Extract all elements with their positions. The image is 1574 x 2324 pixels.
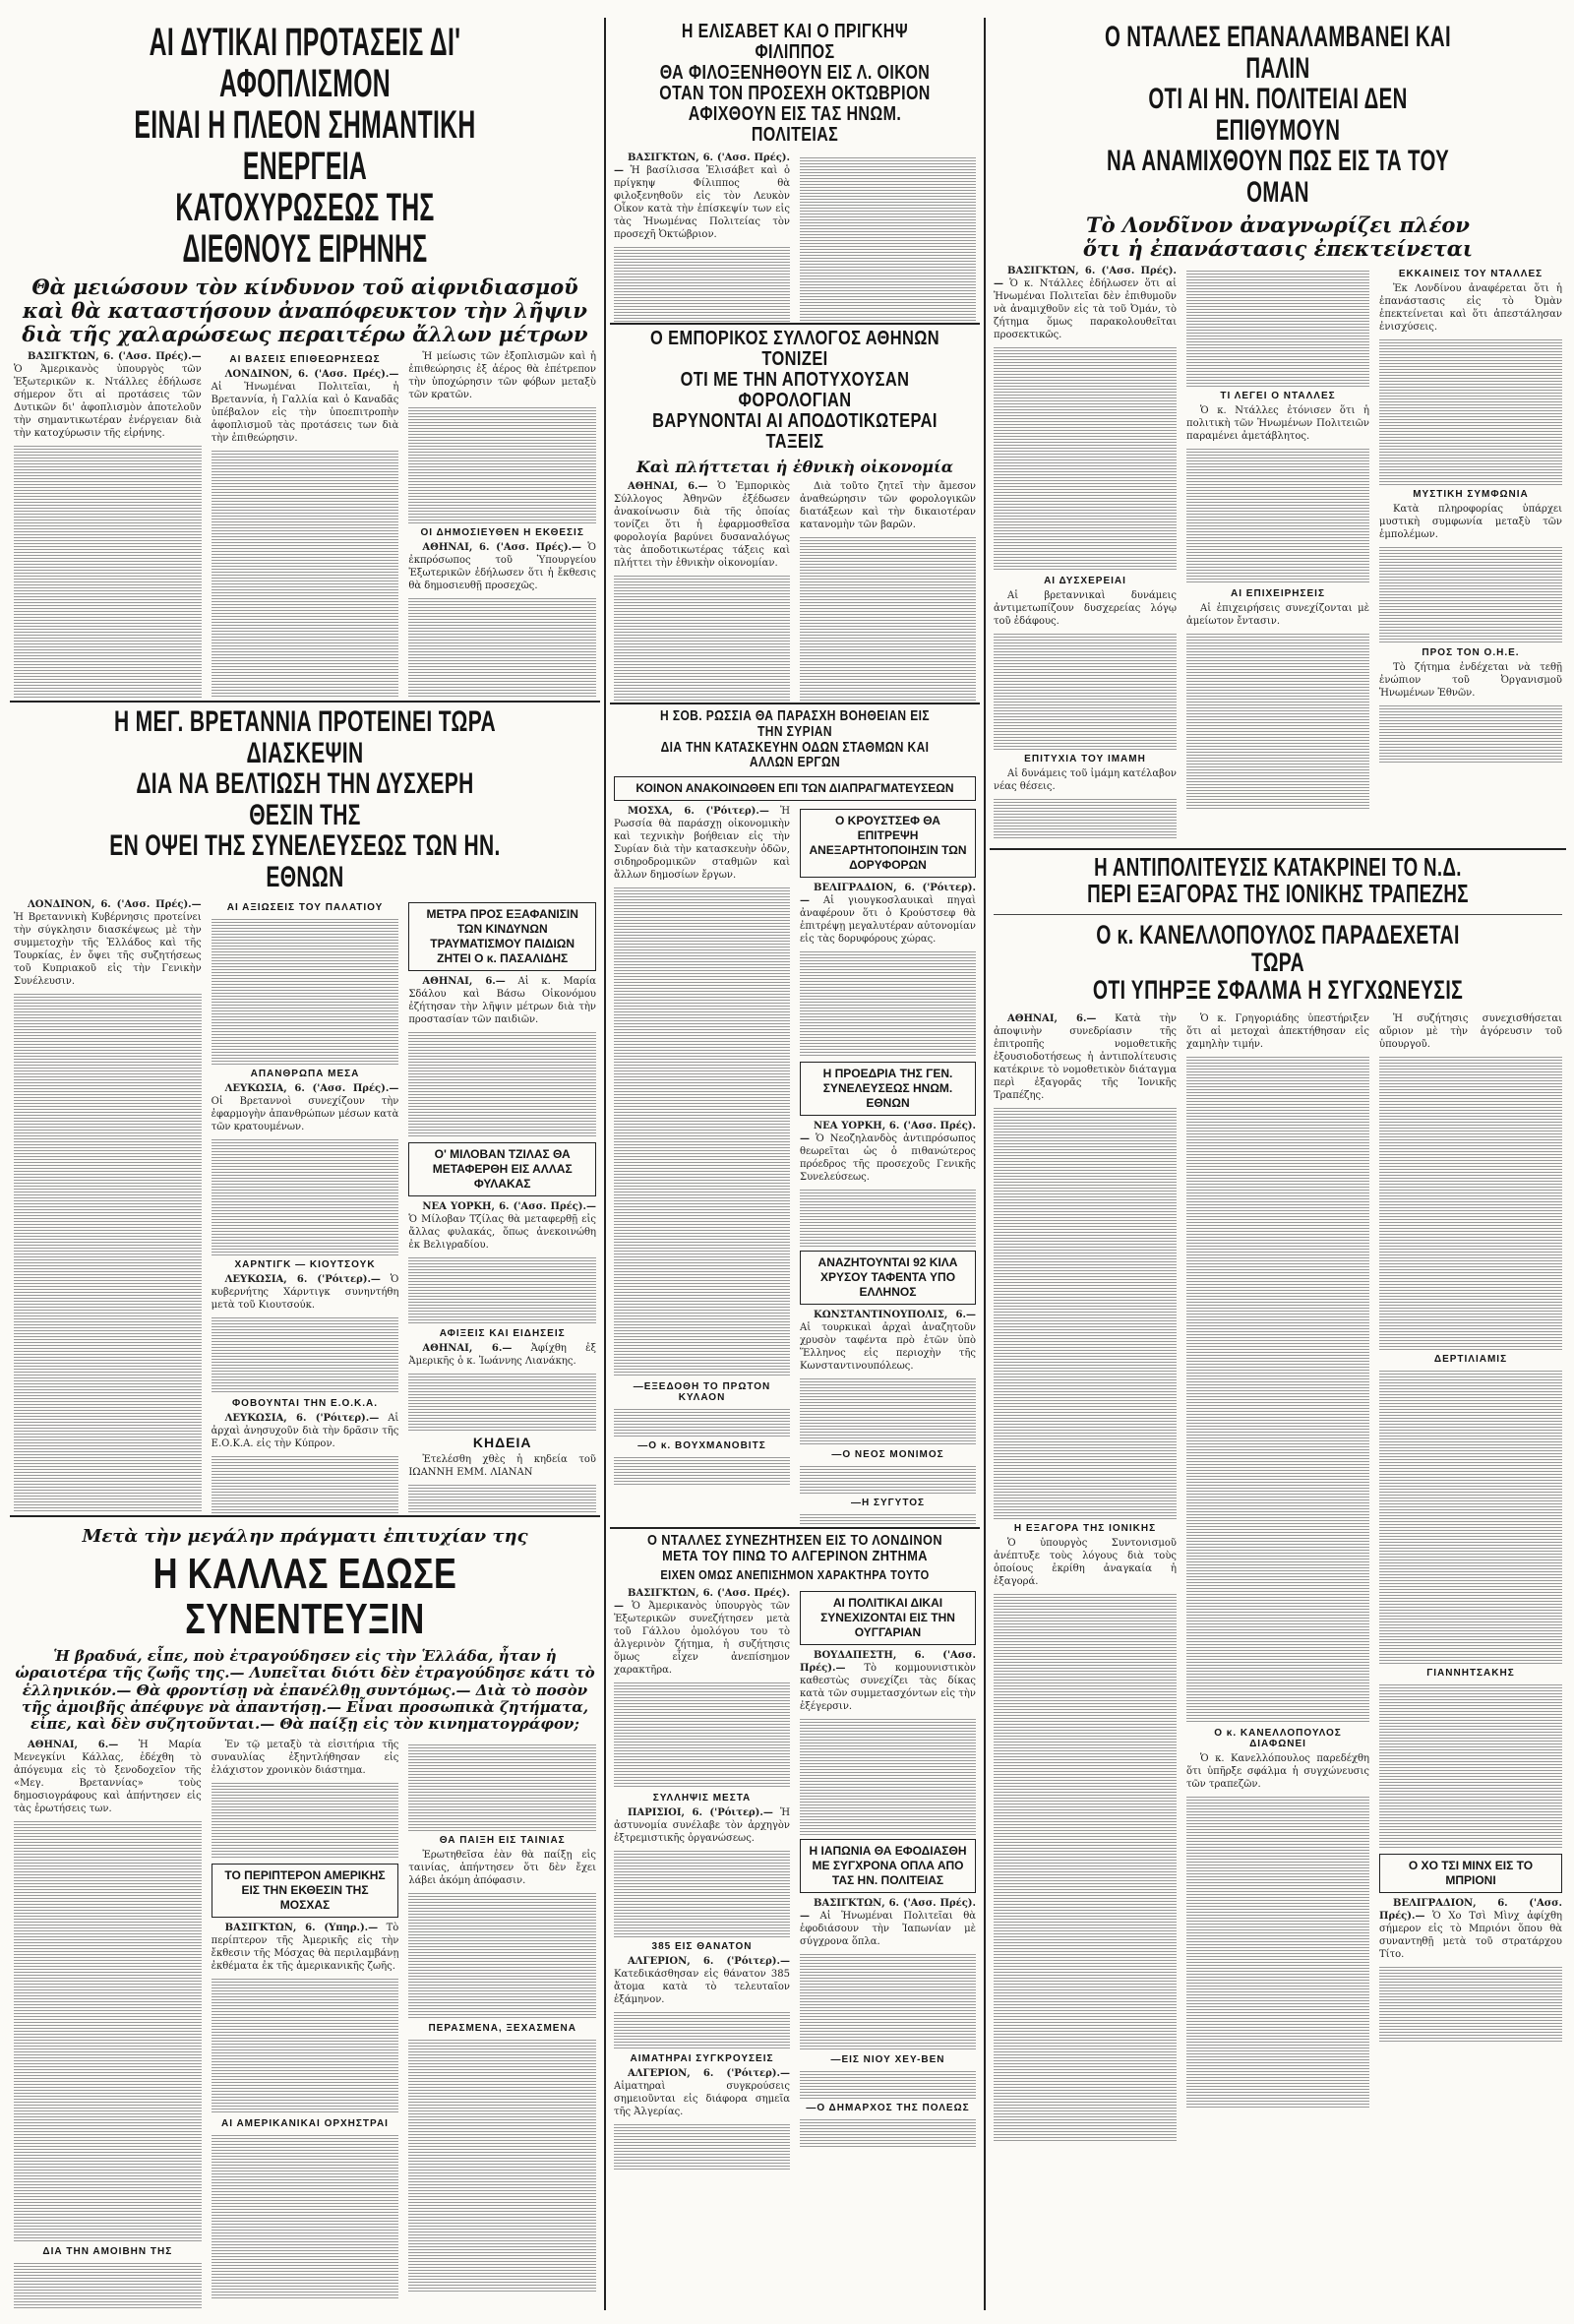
body-text-lines	[1379, 1682, 1562, 1850]
headline-line: ΕΝ ΟΨΕΙ ΤΗΣ ΣΥΝΕΛΕΥΣΕΩΣ ΤΩΝ ΗΝ. ΕΘΝΩΝ	[109, 829, 501, 893]
boxed-headline	[800, 1251, 976, 1305]
article-text: Αἱ δυνάμεις τοῦ ἰμάμη κατέλαβον νέας θέσεις.	[994, 768, 1177, 793]
article-text: Αἱματηραὶ συγκρούσεις σημειοῦνται εἰς διάφορα σημεῖα τῆς Ἀλγερίας.	[614, 2081, 790, 2118]
section-subhead: ΧΑΡΝΤΙΓΚ — ΚΙΟΥΤΣΟΥΚ	[234, 1259, 376, 1270]
dateline: ΒΕΛΙΓΡΑΔΙΟΝ, 6. ('Ασσ. Πρές).—	[1379, 1897, 1562, 1922]
dateline: ΛΕΥΚΩΣΙΑ, 6. ('Ασσ. Πρές).—	[224, 1083, 399, 1094]
body-text-lines	[614, 245, 790, 322]
article-merchants-tax	[614, 329, 976, 701]
body-text-lines	[212, 1977, 399, 2114]
body-text-lines	[994, 1592, 1177, 2143]
body-text-lines	[14, 2261, 202, 2308]
dateline: ΑΘΗΝΑΙ, 6.—	[28, 1740, 119, 1751]
article-text: Ὁ κ. Κανελλόπουλος παρεδέχθη ὅτι ὑπῆρξε σφάλμα ἡ συγχώνευσις τῶν τραπεζῶν.	[1186, 1752, 1369, 1790]
dateline: ΑΘΗΝΑΙ, 6. ('Ασσ. Πρές).—	[422, 542, 582, 554]
body-text-lines	[14, 444, 202, 699]
dateline: ΒΑΣΙΓΚΤΩΝ, 6. (Υπηρ.).—	[224, 1923, 379, 1934]
section-rule	[990, 848, 1566, 850]
body-text-lines	[800, 1952, 976, 2050]
article-kallas-interview	[14, 1521, 596, 2308]
article-text: Ὁ Μίλοβαν Τζίλας θὰ μεταφερθῇ εἰς ἄλλας φυλακάς, ὅπως ἀνεκοινώθη ἐκ Βελιγραδίου.	[408, 1214, 596, 1251]
article-text: Ἐτελέσθη χθὲς ἡ κηδεία τοῦ ΙΩΑΝΝΗ ΕΜΜ. ΛΙΑΝΑΝ	[408, 1454, 596, 1478]
article-text: Ἀφίχθη ἐξ Ἀμερικῆς ὁ κ. Ἰωάννης Λιανάκης.	[408, 1343, 596, 1367]
article-columns	[994, 1012, 1562, 2147]
box-title: ΑΝΑΖΗΤΟΥΝΤΑΙ 92 ΚΙΛΑ ΧΡΥΣΟΥ ΤΑΦΕΝΤΑ ΥΠΟ ΕΛΛΗΝΟΣ	[817, 1255, 958, 1299]
section-subhead: ΓΙΑΝΝΗΤΣΑΚΗΣ	[1426, 1667, 1515, 1679]
subheadline: Καὶ πλήττεται ἡ ἐθνικὴ οἰκονομία	[636, 458, 953, 476]
body-text-lines	[614, 2122, 790, 2171]
headline-line: ΔΙΑ ΤΗΝ ΚΑΤΑΣΚΕΥΗΝ ΟΔΩΝ ΣΤΑΘΜΩΝ ΚΑΙ ΑΛΛΩΝ ΕΡΓΩΝ	[660, 738, 930, 771]
article-columns	[14, 898, 596, 1513]
article-text: Οἱ Βρεταννοὶ συνεχίζουν τὴν ἐφαρμογὴν ἀπανθρώπων μέσων κατὰ τῶν κρατουμένων.	[211, 1096, 399, 1132]
section-subhead: ΑΙ ΕΠΙΧΕΙΡΗΣΕΙΣ	[1231, 588, 1325, 600]
short-item-head: —Ο κ. ΒΟΥΧΜΑΝΟΒΙΤΣ	[637, 1440, 766, 1451]
headline-line: Ο κ. ΚΑΝΕΛΛΟΠΟΥΛΟΣ ΠΑΡΑΔΕΧΕΤΑΙ ΤΩΡΑ	[1096, 919, 1460, 977]
box-title: ΜΕΤΡΑ ΠΡΟΣ ΕΞΑΦΑΝΙΣΙΝ ΤΩΝ ΚΙΝΔΥΝΩΝ ΤΡΑΥΜΑΤΙΣΜΟΥ ΠΑΙΔΙΩΝ ΖΗΤΕΙ Ο κ. ΠΑΣΑΛΙΔΗΣ	[426, 907, 578, 965]
headline-line: Η ΣΟΒ. ΡΩΣΣΙΑ ΘΑ ΠΑΡΑΣΧΗ ΒΟΗΘΕΙΑΝ ΕΙΣ ΤΗΝ ΣΥΡΙΑΝ	[660, 708, 930, 740]
headline-line: ΚΑΤΟΧΥΡΩΣΕΩΣ ΤΗΣ ΔΙΕΘΝΟΥΣ ΕΙΡΗΝΗΣ	[175, 186, 435, 271]
section-subhead: ΔΙΑ ΤΗΝ ΑΜΟΙΒΗΝ ΤΗΣ	[42, 2246, 173, 2258]
dateline: ΑΛΓΕΡΙΟΝ, 6. ('Ρόιτερ).—	[628, 2068, 790, 2080]
headline-line: ΔΙΑ ΝΑ ΒΕΛΤΙΩΣΗ ΤΗΝ ΔΥΣΧΕΡΗ ΘΕΣΙΝ ΤΗΣ	[136, 767, 474, 831]
dateline: ΛΟΝΔΙΝΟΝ, 6. ('Ασσ. Πρές).—	[28, 899, 202, 910]
article-text: Αἱ κ. Μαρία Σδάλου καὶ Βάσω Οἰκονόμου ἐζήτησαν τὴν λῆψιν μέτρων διὰ τὴν προστασίαν τῶν παιδιῶν.	[408, 976, 596, 1025]
article-text: Ἐρωτηθεῖσα ἐὰν θὰ παίξῃ εἰς ταινίας, ἀπήντησεν ὅτι δὲν ἔχει λάβει ἀκόμη ἀπόφασιν.	[408, 1850, 596, 1887]
body-text-lines	[212, 1454, 399, 1513]
section-subhead: ΜΥΣΤΙΚΗ ΣΥΜΦΩΝΙΑ	[1413, 489, 1529, 501]
headline-line: ΠΕΡΙ ΕΞΑΓΟΡΑΣ ΤΗΣ ΙΟΝΙΚΗΣ ΤΡΑΠΕΖΗΣ	[1087, 879, 1469, 909]
article-text: Ὁ ἐκπρόσωπος τοῦ Ὑπουργείου Ἐξωτερικῶν ἐδήλωσεν ὅτι ἡ ἔκθεσις θὰ δημοσιευθῇ προσεχῶς.	[408, 542, 596, 592]
headline-line: ΕΙΝΑΙ Η ΠΛΕΟΝ ΣΗΜΑΝΤΙΚΗ ΕΝΕΡΓΕΙΑ	[134, 103, 476, 188]
dateline: ΑΘΗΝΑΙ, 6.—	[422, 1343, 513, 1354]
article-text: Ἡ βασίλισσα Ἐλισάβετ καὶ ὁ πρίγκηψ Φίλιππος θὰ φιλοξενηθοῦν εἰς τὸν Λευκὸν Οἶκον κατὰ τὴν ἐπίσκεψίν των εἰς τὰς Ἡνωμένας Πολιτείας τὸν προσεχῆ Ὀκτώβριον.	[614, 165, 790, 240]
article-text: Ὁ Ἐμπορικὸς Σύλλογος Ἀθηνῶν ἐξέδωσεν ἀνακοίνωσιν διὰ τῆς ὁποίας τονίζει ὅτι ἡ ἐφαρμοσθεῖσα φορολογία βαρύνει δυσαναλόγως τὰς ἀποδοτικωτέρας τάξεις καὶ πλήττει τὴν ἐθνικὴν οἰκονομίαν.	[614, 481, 790, 570]
box-title: Η ΠΡΟΕΔΡΙΑ ΤΗΣ ΓΕΝ. ΣΥΝΕΛΕΥΣΕΩΣ ΗΝΩΜ. ΕΘΝΩΝ	[822, 1067, 953, 1110]
body-text-lines	[614, 2010, 790, 2049]
section-subhead: ΑΠΑΝΘΡΩΠΑ ΜΕΣΑ	[250, 1069, 360, 1079]
body-text-lines	[1186, 269, 1369, 387]
headline-line: ΟΤΑΝ ΤΟΝ ΠΡΟΣΕΧΗ ΟΚΤΩΒΡΙΟΝ	[659, 83, 931, 104]
article-text: Αἱ τουρκικαὶ ἀρχαὶ ἀναζητοῦν χρυσὸν ταφέντα πρὸ ἐτῶν ὑπὸ Ἕλληνος εἰς περιοχὴν τῆς Κωνσταντινουπόλεως.	[800, 1322, 976, 1372]
article-text: Ὁ ὑπουργὸς Συντονισμοῦ ἀνέπτυξε τοὺς λόγους διὰ τοὺς ὁποίους ἐκρίθη ἀναγκαία ἡ ἐξαγορά.	[994, 1537, 1177, 1587]
short-item-head: —Ο ΔΗΜΑΡΧΟΣ ΤΗΣ ΠΟΛΕΩΣ	[806, 2103, 970, 2114]
article-text: Κατεδικάσθησαν εἰς θάνατον 385 ἄτομα κατὰ τὸ τελευταῖον ἑξάμηνον.	[614, 1969, 790, 2006]
dateline: ΒΕΛΙΓΡΑΔΙΟΝ, 6. ('Ρόιτερ).—	[800, 883, 976, 906]
headline-line: Ο ΕΜΠΟΡΙΚΟΣ ΣΥΛΛΟΓΟΣ ΑΘΗΝΩΝ ΤΟΝΙΖΕΙ	[649, 329, 940, 370]
article-text: Ὁ Ἀμερικανὸς ὑπουργὸς τῶν Ἐξωτερικῶν συνεζήτησεν μετὰ τοῦ Γάλλου ὁμολόγου του τὸ ἀλγερινὸν ζήτημα, ἡ συζήτησις ὅμως εἶχεν ἀνεπίσημον χαρακτῆρα.	[614, 1601, 790, 1677]
article-text: Αἱ βρεταννικαὶ δυνάμεις ἀντιμετωπίζουν δυσχερείας λόγῳ τοῦ ἐδάφους.	[994, 590, 1177, 628]
article-text: Ὁ κ. Γρηγοριάδης ὑπεστήριξεν ὅτι αἱ μετοχαὶ ἀπεκτήθησαν εἰς χαμηλὴν τιμήν.	[1186, 1012, 1369, 1050]
section-rule	[610, 703, 980, 704]
section-subhead: Η ΕΞΑΓΟΡΑ ΤΗΣ ΙΟΝΙΚΗΣ	[1013, 1522, 1157, 1534]
body-text-lines	[14, 1819, 202, 2242]
headline-line: ΒΑΡΥΝΟΝΤΑΙ ΑΙ ΑΠΟΔΟΤΙΚΩΤΕΡΑΙ ΤΑΞΕΙΣ	[652, 410, 938, 453]
body-text-lines	[212, 449, 399, 699]
section-subhead: ΘΑ ΠΑΙΞΗ ΕΙΣ ΤΑΙΝΙΑΣ	[439, 1835, 566, 1847]
section-subhead: ΟΙ ΔΗΜΟΣΙΕΥΘΕΝ Η ΕΚΘΕΣΙΣ	[420, 527, 584, 539]
boxed-headline	[800, 809, 976, 878]
boxed-headline	[800, 1839, 976, 1893]
body-text-lines	[994, 1106, 1177, 1519]
body-text-lines	[212, 1137, 399, 1255]
article-text: Ἡ Μαρία Μενεγκίνι Κάλλας, ἐδέχθη τὸ ἀπόγευμα εἰς τὸ ξενοδοχεῖον τῆς «Μεγ. Βρεταννίας» τοὺς δημοσιογράφους καὶ ἀπήντησεν εἰς τὰς ἐρωτήσεις των.	[14, 1740, 202, 1815]
section-subhead: ΑΙ ΔΥΣΧΕΡΕΙΑΙ	[1044, 576, 1126, 587]
dateline: ΒΑΣΙΓΚΤΩΝ, 6. ('Ασσ. Πρές).—	[614, 1588, 790, 1613]
dateline: ΑΘΗΝΑΙ, 6.—	[628, 481, 708, 493]
body-text-lines	[408, 1483, 596, 1513]
box-title: Ο ΧΟ ΤΣΙ ΜΙΝΧ ΕΙΣ ΤΟ ΜΠΡΙΟΝΙ	[1408, 1858, 1534, 1887]
section-subhead: ΠΡΟΣ ΤΟΝ Ο.Η.Ε.	[1422, 647, 1520, 659]
body-text-lines	[408, 596, 596, 699]
body-text-lines	[1186, 632, 1369, 809]
box-title: ΚΟΙΝΟΝ ΑΝΑΚΟΙΝΩΘΕΝ ΕΠΙ ΤΩΝ ΔΙΑΠΡΑΓΜΑΤΕΥΣΕΩΝ	[636, 781, 954, 795]
article-text: Αἱ Ἡνωμέναι Πολιτεῖαι θὰ ἐφοδιάσουν τὴν Ἰαπωνίαν μὲ σύγχρονα ὅπλα.	[800, 1911, 976, 1948]
body-text-lines	[212, 1781, 399, 1860]
article-russia-syria	[614, 708, 976, 1525]
article-text: Αἱ γιουγκοσλαυικαὶ πηγαὶ ἀναφέρουν ὅτι ὁ Κρούστσεφ θὰ ἐπιτρέψῃ μεγαλυτέραν αὐτονομίαν εἰς τὰς δορυφόρους χώρας.	[800, 895, 976, 945]
headline-line: Η ΜΕΓ. ΒΡΕΤΑΝΝΙΑ ΠΡΟΤΕΙΝΕΙ ΤΩΡΑ ΔΙΑΣΚΕΨΙΝ	[113, 706, 497, 769]
article-columns	[14, 1739, 596, 2308]
article-columns	[614, 1587, 976, 2175]
body-text-lines	[800, 535, 976, 701]
article-dulles-algeria	[614, 1533, 976, 2310]
article-text: Ὁ κ. Ντάλλες ἐτόνισεν ὅτι ἡ πολιτικὴ τῶν Ἡνωμένων Πολιτειῶν παραμένει ἀμετάβλητος.	[1186, 405, 1369, 443]
section-subhead: ΑΙ ΒΑΣΕΙΣ ΕΠΙΘΕΩΡΗΣΕΩΣ	[229, 354, 381, 366]
short-item-head: —ΕΙΣ ΝΙΟΥ ΧΕΥ-ΒΕΝ	[830, 2054, 945, 2066]
body-text-lines	[212, 917, 399, 1065]
body-text-lines	[408, 405, 596, 523]
article-text: Ὁ Ἀμερικανὸς ὑπουργὸς τῶν Ἐξωτερικῶν κ. Ντάλλες ἐδήλωσε σήμερον ὅτι αἱ προτάσεις τῶν Δυτικῶν δι' ἀφοπλισμὸν ἀποτελοῦν τὴν σημαντικωτέραν ἐνέργειαν διὰ τὴν κατοχύρωσιν τῆς εἰρήνης.	[14, 364, 202, 440]
dateline: ΝΕΑ ΥΟΡΚΗ, 6. ('Ασσ. Πρές).—	[800, 1121, 976, 1144]
body-text-lines	[1379, 703, 1562, 763]
boxed-headline	[800, 1062, 976, 1116]
article-text: Ὁ κ. Ντάλλες ἐδήλωσεν ὅτι αἱ Ἡνωμέναι Πολιτεῖαι δὲν ἐπιθυμοῦν νὰ ἀναμιχθοῦν εἰς τὰ τοῦ Ὀμάν, τὸ ζήτημα ὅμως παρακολουθεῖται προσεκτικῶς.	[994, 278, 1177, 341]
section-rule	[610, 323, 980, 325]
body-text-lines	[994, 632, 1177, 750]
article-britain-conference	[14, 706, 596, 1513]
body-text-lines	[1379, 1369, 1562, 1664]
body-text-lines	[800, 1464, 976, 1494]
body-text-lines	[800, 2117, 976, 2147]
body-text-lines	[800, 1717, 976, 1835]
section-subhead: ΑΦΙΞΕΙΣ ΚΑΙ ΕΙΔΗΣΕΙΣ	[439, 1328, 566, 1339]
section-rule	[10, 701, 600, 703]
dateline: ΑΘΗΝΑΙ, 6.—	[1007, 1012, 1097, 1024]
section-subhead: ΚΗΔΕΙΑ	[472, 1435, 532, 1450]
dateline: ΛΕΥΚΩΣΙΑ, 6. ('Ρόιτερ).—	[224, 1274, 381, 1285]
article-text: Ὁ Χο Τσὶ Μὶνχ ἀφίχθη σήμερον εἰς τὸ Μπριόνι ὅπου θὰ συναντηθῇ μετὰ τοῦ στρατάρχου Τίτο.	[1379, 1910, 1562, 1960]
article-dulles-oman	[994, 22, 1562, 838]
dateline: ΛΕΥΚΩΣΙΑ, 6. ('Ρόιτερ).—	[224, 1413, 380, 1424]
headline: Η ΚΑΛΛΑΣ ΕΔΩΣΕ ΣΥΝΕΝΤΕΥΞΙΝ	[152, 1549, 457, 1643]
body-text-lines	[408, 1372, 596, 1431]
body-text-lines	[800, 949, 976, 1058]
section-subhead: ΠΕΡΑΣΜΕΝΑ, ΞΕΧΑΣΜΕΝΑ	[428, 2023, 576, 2035]
body-text-lines	[408, 2038, 596, 2293]
section-subhead: ΕΚΚΑΙΝΕΙΣ ΤΟΥ ΝΤΑΛΛΕΣ	[1398, 269, 1544, 280]
headline-line: ΜΕΤΑ ΤΟΥ ΠΙΝΩ ΤΟ ΑΛΓΕΡΙΝΟΝ ΖΗΤΗΜΑ	[662, 1547, 928, 1564]
body-text-lines	[994, 345, 1177, 572]
body-text-lines	[800, 1376, 976, 1445]
body-text-lines	[408, 1255, 596, 1324]
article-text: Ἡ ἀστυνομία συνέλαβε τὸν ἀρχηγὸν ἐξτρεμιστικῆς ὀργανώσεως.	[614, 1807, 790, 1845]
article-text: Αἱ ἀρχαὶ ἀνησυχοῦν διὰ τὴν δρᾶσιν τῆς Ε.Ο.Κ.Α. εἰς τὴν Κύπρον.	[211, 1413, 399, 1449]
section-subhead: Ο κ. ΚΑΝΕΛΛΟΠΟΥΛΟΣ ΔΙΑΦΩΝΕΙ	[1214, 1727, 1342, 1749]
kicker: Μετὰ τὴν μεγάλην πράγματι ἐπιτυχίαν της	[82, 1526, 528, 1547]
body-text-lines	[212, 2133, 399, 2300]
boxed-headline	[1379, 1854, 1562, 1893]
body-text-lines	[994, 797, 1177, 838]
article-text: Ὁ Νεοζηλανδὸς ἀντιπρόσωπος θεωρεῖται ὡς ὁ πιθανώτερος πρόεδρος τῆς προσεχοῦς Γενικῆς Συνελεύσεως.	[800, 1133, 976, 1183]
article-ionian-bank	[994, 854, 1562, 2310]
box-title: Ο' ΜΙΛΟΒΑΝ ΤΖΙΛΑΣ ΘΑ ΜΕΤΑΦΕΡΘΗ ΕΙΣ ΑΛΛΑΣ ΦΥΛΑΚΑΣ	[432, 1147, 573, 1191]
section-rule	[10, 1515, 600, 1517]
article-text: Κατὰ πληροφορίας ὑπάρχει μυστικὴ συμφωνία μεταξὺ τῶν ἐμπολέμων.	[1379, 504, 1562, 541]
dateline: ΒΑΣΙΓΚΤΩΝ, 6. ('Ασσ. Πρές).—	[800, 1898, 976, 1923]
article-text: Ἡ μείωσις τῶν ἐξοπλισμῶν καὶ ἡ ἐπιθεώρησις ἐξ ἀέρος θὰ ἐπέτρεπον τὴν ὑποχώρησιν τῶν φόβων μεταξὺ τῶν κρατῶν.	[408, 351, 596, 401]
column-rule	[604, 18, 606, 2310]
dateline: ΒΑΣΙΓΚΤΩΝ, 6. ('Ασσ. Πρές).—	[994, 266, 1177, 290]
body-text-lines	[1186, 1795, 1369, 2110]
article-text: Κατὰ τὴν ἀποψινὴν συνεδρίασιν τῆς ἐπιτροπῆς νομοθετικῆς ἐξουσιοδοτήσεως ἡ ἀντιπολίτευσις κατέκρινε τὸ νομοθετικὸν διάταγμα περὶ ἐξαγορᾶς τῆς Ἰονικῆς Τραπέζης.	[994, 1012, 1177, 1101]
dateline: ΝΕΑ ΥΟΡΚΗ, 6. ('Ασσ. Πρές).—	[422, 1201, 596, 1212]
article-columns	[994, 265, 1562, 838]
dateline: ΜΟΣΧΑ, 6. ('Ρόιτερ).—	[628, 806, 769, 817]
body-text-lines	[800, 155, 976, 322]
article-elizabeth-visit	[614, 22, 976, 322]
section-subhead: ΕΠΙΤΥΧΙΑ ΤΟΥ ΙΜΑΜΗ	[1024, 754, 1146, 765]
subheadline: Ἡ βραδυά, εἶπε, ποὺ ἐτραγούδησεν εἰς τὴν Ἑλλάδα, ἦταν ἡ ὡραιοτέρα τῆς ζωῆς της.— Λυπεῖται διότι δὲν ἐτραγούδησε κάτι τὸ ἑλληνικόν.— Θὰ φροντίσῃ νὰ ἐπανέλθῃ συντόμως.— Διὰ τὸ ποσὸν τῆς ἀμοιβῆς ἀπέφυγε νὰ ἀπαντήσῃ.— Εἶναι προσωπικὰ ζητήματα, εἶπε, καὶ δὲν συζητοῦνται.— Θὰ παίξῃ εἰς τὸν κινηματογράφον;	[15, 1647, 595, 1734]
body-text-lines	[614, 574, 790, 701]
box-title: Η ΙΑΠΩΝΙΑ ΘΑ ΕΦΟΔΙΑΣΘΗ ΜΕ ΣΥΓΧΡΟΝΑ ΟΠΛΑ ΑΠΟ ΤΑΣ ΗΝ. ΠΟΛΙΤΕΙΑΣ	[809, 1844, 967, 1888]
body-text-lines	[1379, 1055, 1562, 1350]
section-subhead: ΑΙΜΑΤΗΡΑΙ ΣΥΓΚΡΟΥΣΕΙΣ	[630, 2053, 774, 2065]
body-text-lines	[800, 2069, 976, 2099]
dateline: ΒΟΥΔΑΠΕΣΤΗ, 6. ('Ασσ. Πρές).—	[800, 1650, 976, 1675]
dateline: ΒΑΣΙΓΚΤΩΝ, 6. ('Ασσ. Πρές).—	[614, 153, 790, 176]
dateline: ΛΟΝΔΙΝΟΝ, 6. ('Ασσ. Πρές).—	[224, 369, 399, 381]
body-text-lines	[14, 992, 202, 1513]
article-text: Τὸ ζήτημα ἐνδέχεται νὰ τεθῇ ἐνώπιον τοῦ Ὀργανισμοῦ Ἡνωμένων Ἐθνῶν.	[1379, 662, 1562, 700]
headline-line: ΟΤΙ ΜΕ ΤΗΝ ΑΠΟΤΥΧΟΥΣΑΝ ΦΟΡΟΛΟΓΙΑΝ	[680, 369, 910, 411]
article-text: Ὁ κυβερνήτης Χάρντιγκ συνηντήθη μετὰ τοῦ Κιουτσούκ.	[211, 1274, 399, 1311]
headline-line: ΘΑ ΦΙΛΟΞΕΝΗΘΟΥΝ ΕΙΣ Λ. ΟΙΚΟΝ	[659, 62, 931, 84]
article-text: Ἡ συζήτησις συνεχισθήσεται αὔριον μὲ τὴν ἀγόρευσιν τοῦ ὑπουργοῦ.	[1379, 1012, 1562, 1050]
headline-line: Η ΕΛΙΣΑΒΕΤ ΚΑΙ Ο ΠΡΙΓΚΗΨ ΦΙΛΙΠΠΟΣ	[681, 22, 909, 63]
article-disarmament	[14, 22, 596, 699]
headline-line: ΕΙΧΕΝ ΟΜΩΣ ΑΝΕΠΙΣΗΜΟΝ ΧΑΡΑΚΤΗΡΑ ΤΟΥΤΟ	[660, 1566, 930, 1582]
section-subhead: ΑΙ ΑΞΙΩΣΕΙΣ ΤΟΥ ΠΑΛΑΤΙΟΥ	[226, 902, 384, 913]
body-text-lines	[408, 1030, 596, 1138]
boxed-headline	[408, 902, 596, 971]
article-text: Αἱ ἐπιχειρήσεις συνεχίζονται μὲ ἀμείωτον ἔντασιν.	[1186, 603, 1369, 628]
body-text-lines	[408, 1743, 596, 1831]
article-text: Ἡ Ρωσσία θὰ παράσχῃ οἰκονομικὴν καὶ τεχνικὴν βοήθειαν εἰς τὴν Συρίαν διὰ τὴν κατασκευὴν ὁδῶν, σιδηροδρομικῶν σταθμῶν καὶ ἄλλων δημοσίων ἔργων.	[614, 806, 790, 881]
article-text: Ἐν τῷ μεταξὺ τὰ εἰσιτήρια τῆς συναυλίας ἐξηντλήθησαν εἰς ἐλάχιστον χρονικὸν διάστημα.	[211, 1740, 399, 1777]
section-rule	[610, 1527, 980, 1529]
body-text-lines	[614, 1407, 790, 1437]
section-subhead: ΣΥΛΛΗΨΙΣ ΜΕΣΤΑ	[652, 1793, 752, 1804]
dateline: ΑΘΗΝΑΙ, 6.—	[422, 976, 506, 987]
body-text-lines	[1186, 447, 1369, 584]
body-text-lines	[614, 1681, 790, 1789]
body-text-lines	[1379, 337, 1562, 485]
headline-rule	[994, 914, 1562, 915]
body-text-lines	[614, 1455, 790, 1485]
headline-line: ΑΙ ΔΥΤΙΚΑΙ ΠΡΟΤΑΣΕΙΣ ΔΙ' ΑΦΟΠΛΙΣΜΟΝ	[149, 22, 461, 105]
article-text: Τὸ κομμουνιστικὸν καθεστὼς συνεχίζει τὰς δίκας κατὰ τῶν συμμετασχόντων εἰς τὴν ἐξέγερσιν.	[800, 1663, 976, 1713]
body-text-lines	[614, 886, 790, 1377]
article-text: Ἐκ Λονδίνου ἀναφέρεται ὅτι ἡ ἐπανάστασις εἰς τὸ Ὀμὰν ἐπεκτείνεται καὶ ὅτι ἀπεστάλησαν ἐνισχύσεις.	[1379, 283, 1562, 334]
headline-line: ΟΤΙ ΥΠΗΡΞΕ ΣΦΑΛΜΑ Η ΣΥΓΧΩΝΕΥΣΙΣ	[1092, 975, 1464, 1006]
boxed-headline	[408, 1142, 596, 1196]
body-text-lines	[408, 1891, 596, 2019]
box-title: ΤΟ ΠΕΡΙΠΤΕΡΟΝ ΑΜΕΡΙΚΗΣ ΕΙΣ ΤΗΝ ΕΚΘΕΣΙΝ ΤΗΣ ΜΟΣΧΑΣ	[224, 1868, 386, 1913]
headline-line: ΑΦΙΧΘΟΥΝ ΕΙΣ ΤΑΣ ΗΝΩΜ. ΠΟΛΙΤΕΙΑΣ	[688, 103, 902, 146]
dateline: ΑΛΓΕΡΙΟΝ, 6. ('Ρόιτερ).—	[628, 1956, 790, 1968]
article-columns	[614, 805, 976, 1525]
dateline: ΠΑΡΙΣΙΟΙ, 6. ('Ρόιτερ).—	[628, 1807, 773, 1819]
body-text-lines	[1379, 545, 1562, 643]
article-text: Διὰ τοῦτο ζητεῖ τὴν ἄμεσον ἀναθεώρησιν τῶν φορολογικῶν διατάξεων καὶ τὴν δικαιοτέραν κατανομὴν τῶν βαρῶν.	[800, 481, 976, 531]
headline-line: Η ΑΝΤΙΠΟΛΙΤΕΥΣΙΣ ΚΑΤΑΚΡΙΝΕΙ ΤΟ Ν.Δ.	[1094, 854, 1462, 882]
body-text-lines	[1379, 1965, 1562, 2044]
short-item-head: —Ο ΝΕΟΣ ΜΟΝΙΜΟΣ	[831, 1449, 944, 1460]
section-subhead: ΑΙ ΑΜΕΡΙΚΑΝΙΚΑΙ ΟΡΧΗΣΤΡΑΙ	[221, 2118, 389, 2130]
boxed-headline	[614, 776, 976, 801]
dateline: ΚΩΝΣΤΑΝΤΙΝΟΥΠΟΛΙΣ, 6.—	[814, 1310, 976, 1320]
headline-line: ΝΑ ΑΝΑΜΙΧΘΟΥΝ ΠΩΣ ΕΙΣ ΤΑ ΤΟΥ ΟΜΑΝ	[1106, 145, 1450, 209]
body-text-lines	[800, 1512, 976, 1525]
body-text-lines	[614, 1849, 790, 1937]
body-text-lines	[1186, 1055, 1369, 1724]
headline-line: ΟΤΙ ΑΙ ΗΝ. ΠΟΛΙΤΕΙΑΙ ΔΕΝ ΕΠΙΘΥΜΟΥΝ	[1148, 83, 1408, 147]
section-subhead: ΔΕΡΤΙΛΙΑΜΙΣ	[1433, 1353, 1508, 1365]
article-text: Ἡ Βρεταννικὴ Κυβέρνησις προτείνει τὴν σύγκλησιν διασκέψεως μὲ τὴν συμμετοχὴν τῆς Ἑλλάδος καὶ τῆς Τουρκίας, ἐν ὄψει τῆς συζητήσεως τοῦ Κυπριακοῦ εἰς τὴν Γενικὴν Συνέλευσιν.	[14, 912, 202, 987]
headline-line: Ο ΝΤΑΛΛΕΣ ΣΥΝΕΖΗΤΗΣΕΝ ΕΙΣ ΤΟ ΛΟΝΔΙΝΟΝ	[646, 1533, 943, 1549]
body-text-lines	[212, 1315, 399, 1394]
column-rule	[984, 18, 986, 2310]
dateline: ΒΑΣΙΓΚΤΩΝ, 6. ('Ασσ. Πρές).—	[28, 351, 202, 363]
short-item-head: —ΕΞΕΔΟΘΗ ΤΟ ΠΡΩΤΟΝ ΚΥΛΑΟΝ	[633, 1381, 771, 1403]
box-title: ΑΙ ΠΟΛΙΤΙΚΑΙ ΔΙΚΑΙ ΣΥΝΕΧΙΖΟΝΤΑΙ ΕΙΣ ΤΗΝ ΟΥΓΓΑΡΙΑΝ	[820, 1596, 955, 1640]
boxed-headline	[800, 1591, 976, 1645]
article-columns	[614, 152, 976, 322]
section-subhead: 385 ΕΙΣ ΘΑΝΑΤΟΝ	[651, 1941, 753, 1953]
article-columns	[14, 350, 596, 699]
box-title: Ο ΚΡΟΥΣΤΣΕΦ ΘΑ ΕΠΙΤΡΕΨΗ ΑΝΕΞΑΡΤΗΤΟΠΟΙΗΣΙΝ ΤΩΝ ΔΟΡΥΦΟΡΩΝ	[809, 814, 967, 872]
boxed-headline	[212, 1864, 399, 1918]
subheadline: Τὸ Λονδῖνον ἀναγνωρίζει πλέον ὅτι ἡ ἐπανάστασις ἐπεκτείνεται	[1082, 213, 1474, 262]
headline-line: Ο ΝΤΑΛΛΕΣ ΕΠΑΝΑΛΑΜΒΑΝΕΙ ΚΑΙ ΠΑΛΙΝ	[1104, 22, 1451, 85]
article-columns	[614, 480, 976, 701]
body-text-lines	[800, 1188, 976, 1247]
article-text: Αἱ Ἡνωμέναι Πολιτεῖαι, ἡ Βρεταννία, ἡ Γαλλία καὶ ὁ Καναδᾶς ὑπέβαλον εἰς τὴν ὑποεπιτροπὴν ἀφοπλισμοῦ τὰς προτάσεις των διὰ τὴν ἐπιθεώρησιν.	[211, 382, 399, 445]
article-text: Τὸ περίπτερον τῆς Ἀμερικῆς εἰς τὴν ἔκθεσιν τῆς Μόσχας θὰ περιλαμβάνῃ ἐκθέματα ἐκ τῆς ἀμερικανικῆς ζωῆς.	[211, 1923, 399, 1973]
section-subhead: ΤΙ ΛΕΓΕΙ Ο ΝΤΑΛΛΕΣ	[1220, 391, 1336, 402]
short-item-head: —Η ΣΥΓΥΤΟΣ	[850, 1498, 926, 1508]
subheadline: Θὰ μειώσουν τὸν κίνδυνον τοῦ αἰφνιδιασμοῦ καὶ θὰ καταστήσουν ἀναπόφευκτον τὴν λῆψιν διὰ τῆς χαλαρώσεως περαιτέρω ἄλλων μέτρων	[22, 275, 588, 347]
section-subhead: ΦΟΒΟΥΝΤΑΙ ΤΗΝ Ε.Ο.Κ.Α.	[231, 1398, 379, 1409]
